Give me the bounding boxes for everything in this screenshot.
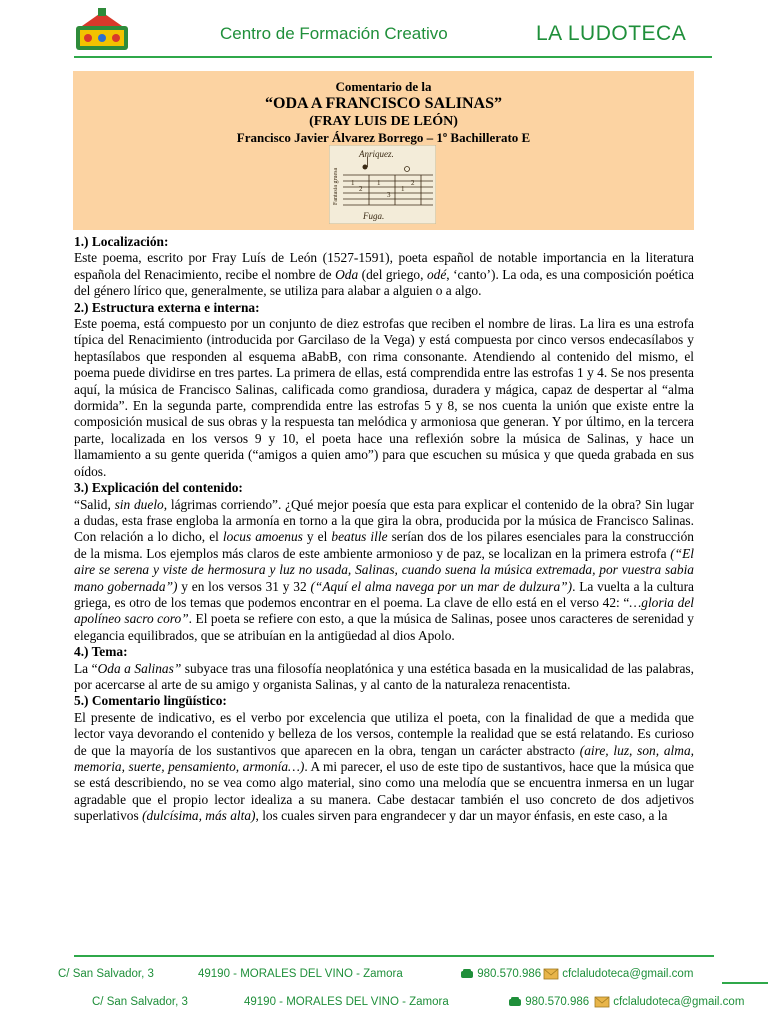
essay-body bbox=[74, 234, 694, 825]
section-heading-tema: 4.) Tema: bbox=[74, 644, 128, 660]
footer-row-2 bbox=[92, 996, 764, 1012]
author-line: Francisco Javier Álvarez Borrego – 1º Bachillerato E bbox=[236, 130, 531, 145]
footer-email[interactable]: cfclaludoteca@gmail.com bbox=[543, 968, 693, 980]
title-box bbox=[73, 71, 694, 230]
score-bottom-label: Fuga. bbox=[363, 211, 385, 221]
header-divider bbox=[74, 56, 712, 58]
section-heading-explicacion: 3.) Explicación del contenido: bbox=[74, 480, 243, 496]
ludoteca-logo bbox=[74, 8, 132, 52]
mail-icon bbox=[543, 968, 559, 980]
footer-address: C/ San Salvador, 3 bbox=[58, 968, 154, 980]
svg-text:2: 2 bbox=[359, 185, 363, 193]
footer-row-1 bbox=[58, 968, 718, 984]
center-title: Centro de Formación Creativo bbox=[220, 24, 448, 43]
svg-text:1: 1 bbox=[351, 179, 355, 187]
footer-city-repeat: 49190 - MORALES DEL VINO - Zamora bbox=[244, 996, 449, 1008]
music-score-image bbox=[329, 145, 436, 224]
section-paragraph-localizacion: Este poema, escrito por Fray Luís de León (1527-1591), poeta español de notable importancia en la literatura española del Renacimiento, recibe el nombre de Oda (del griego, odé, ‘canto’). La oda, es una composición poética del género lírico que, generalmente, se utiliza para alabar a alguien o a algo. bbox=[74, 250, 694, 299]
section-heading-linguistico: 5.) Comentario lingüístico: bbox=[74, 693, 227, 709]
score-side-label: Fantasia gruesa bbox=[333, 167, 339, 205]
svg-text:1: 1 bbox=[377, 179, 381, 187]
section-heading-estructura: 2.) Estructura externa e interna: bbox=[74, 299, 260, 315]
section-paragraph-linguistico: El presente de indicativo, es el verbo por excelencia que utiliza el poeta, con la finalidad de que a medida que lector vaya devorando el contenido y belleza de los versos, contemple la realidad que se está relatando. Es curioso de que la mayoría de los sustantivos que aparecen en la obra, tengan un carácter abstracto (aire, luz, son, alma, memoria, suerte, pensamiento, armonía…). A mi parecer, el uso de este tipo de sustantivos, hace que la música que se está describiendo, no se vea como algo material, sino como una melodía que se encuentra inmersa en un lugar agradable que el propio lector idealiza a su manera. Cabe destacar también el uso concreto de dos adjetivos superlativos (dulcísima, más alta), los cuales sirven para engrandecer y dar un mayor énfasis, en este caso, a la bbox=[74, 709, 694, 824]
footer-phone: 980.570.986 bbox=[460, 968, 541, 980]
section-paragraph-estructura: Este poema, está compuesto por un conjunto de diez estrofas que reciben el nombre de liras. La lira es una estrofa típica del Renacimiento (introducida por Garcilaso de la Vega) y está compuesta por cinco versos endecasílabos y heptasílabos que responden al esquema aBabB, con rima consonante. Atendiendo al contenido del mismo, el poema puede dividirse en tres partes. La primera de ellas, está comprendida entre las estrofas 1 y 4. Se nos presenta aquí, la música de Francisco Salinas, calificada como grandiosa, duradera y mágica, capaz de despertar al “alma dormida”. En la segunda parte, comprendida entre las estrofas 5 y 8, se nos cuenta la unión que existe entre la composición musical de sus obras y la respuesta tan melódica y armoniosa que generan. Y por último, en la tercera parte, localizada en los versos 9 y 10, el poeta hace una reflexión sobre la música de Salinas, y hace un llamamiento a su gente querida (“amigos a quien amo”) para que escuchen su música y que queda grabada en sus oídos. bbox=[74, 316, 694, 479]
mail-icon bbox=[594, 996, 610, 1008]
footer-address-repeat: C/ San Salvador, 3 bbox=[92, 996, 188, 1008]
section-paragraph-explicacion: “Salid, sin duelo, lágrimas corriendo”. ¿Qué mejor poesía que esta para explicar el contenido de la obra? Sin lugar a dudas, esta frase engloba la armonía en torno a la que gira la obra, producida por la música de Francisco Salinas. Con relación a lo dicho, el locus amoenus y el beatus ille serían dos de los pilares esenciales para la construcción de la misma. Los ejemplos más claros de este ambiente armonioso y de paz, se localizan en la primera estrofa (“El aire se serena y viste de hermosura y luz no usada, Salinas, cuando suena la música extremada, por vuestra sabia mano gobernada”) y en los versos 31 y 32 (“Aquí el alma navega por un mar de dulzura”). La vuelta a la cultura griega, es otro de los temas que podemos encontrar en el poema. La clave de ello está en el verso 42: “…gloria del apolíneo sacro coro”. El poeta se refiere con esto, a que la música de Salinas, posee unos caracteres de serenidad y elegancia equilibrados, que se atribuían en la antigüedad al dios Apolo. bbox=[74, 496, 695, 643]
brand-name: LA LUDOTECA bbox=[536, 22, 687, 45]
footer-phone-repeat: 980.570.986 bbox=[508, 996, 589, 1008]
section-heading-localizacion: 1.) Localización: bbox=[74, 234, 169, 249]
phone-icon bbox=[508, 996, 522, 1007]
score-top-label: Anriquez. bbox=[359, 149, 394, 159]
svg-text:2: 2 bbox=[411, 179, 415, 187]
svg-text:1: 1 bbox=[401, 185, 405, 193]
footer-divider-short bbox=[722, 982, 768, 984]
footer-email-repeat[interactable]: cfclaludoteca@gmail.com bbox=[594, 996, 744, 1008]
title-line-3: (FRAY LUIS DE LEÓN) bbox=[309, 114, 458, 129]
phone-icon bbox=[460, 968, 474, 979]
section-paragraph-tema: La “Oda a Salinas” subyace tras una filosofía neoplatónica y una estética basada en la musicalidad de las palabras, por acercarse al arte de su amigo y organista Salinas, y al canto de la naturaleza renacentista. bbox=[74, 660, 694, 692]
svg-text:3: 3 bbox=[387, 191, 391, 199]
footer-divider bbox=[74, 955, 714, 957]
title-line-1: Comentario de la bbox=[335, 79, 432, 94]
footer-city: 49190 - MORALES DEL VINO - Zamora bbox=[198, 968, 403, 980]
title-line-2: “ODA A FRANCISCO SALINAS” bbox=[265, 95, 502, 112]
